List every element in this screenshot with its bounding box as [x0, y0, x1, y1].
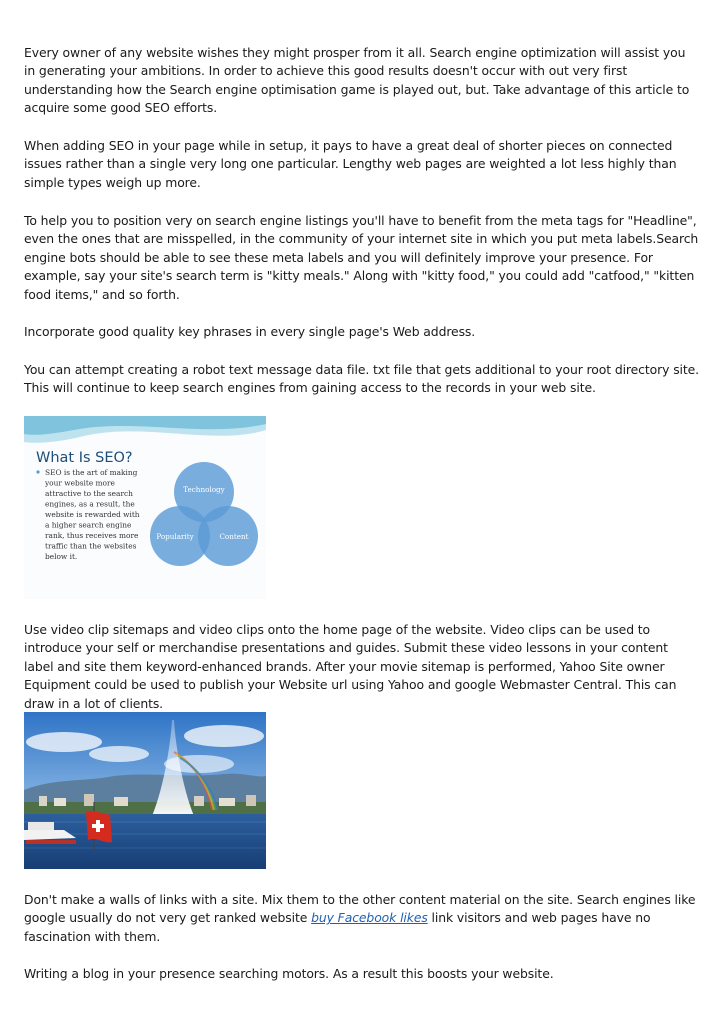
- slide-bullet-line: rank, thus receives more: [45, 531, 139, 540]
- paragraph-7-text-after: link visitors and web pages have no fascination with them.: [24, 910, 651, 944]
- slide-bullet-line: SEO is the art of making: [45, 468, 138, 477]
- lake-fountain-graphic: [24, 712, 266, 869]
- seo-slide-graphic: [24, 416, 266, 599]
- paragraph-8: Writing a blog in your presence searching motors. As a result this boosts your website.: [24, 966, 554, 981]
- slide-bullet-line: traffic than the websites: [45, 541, 137, 551]
- paragraph-6: Use video clip sitemaps and video clips onto the home page of the website. Video clips can be used to introduce your self or merchandise presentations and guides. Submit these video lessons in your content label and site them keyword-enhanced brands. After your movie sitemap is performed, Yahoo Site owner Equipment could be used to publish your Website url using Yahoo and google Webmaster Central. This can draw in a lot of clients.: [24, 622, 677, 711]
- circle-technology: Technology: [183, 485, 225, 494]
- paragraph-3: To help you to position very on search engine listings you'll have to benefit from the meta tags for "Headline", even the ones that are misspelled, in the community of your internet site in which you put meta labels.Search engine bots should be able to see these meta labels and you will definitely improve your presence. For example, say your site's search term is "kitty meals." Along with "kitty food," you could add "catfood," "kitten food items," and so forth.: [24, 213, 699, 302]
- paragraph-5: You can attempt creating a robot text message data file. txt file that gets additional to your root directory site. This will continue to keep search engines from gaining access to the records in your web site.: [24, 362, 700, 396]
- slide-bullet-line: attractive to the search: [45, 489, 133, 498]
- paragraph-1: Every owner of any website wishes they might prosper from it all. Search engine optimization will assist you in generating your ambitions. In order to achieve this good results doesn't occur with out very first understanding how the Search engine optimisation game is played out, but. Take advantage of this article to acquire some good SEO efforts.: [24, 45, 690, 116]
- circle-popularity: Popularity: [156, 532, 194, 541]
- slide-bullet-line: a higher search engine: [45, 520, 132, 530]
- slide-bullet-line: website is rewarded with: [45, 510, 140, 519]
- paragraph-2: When adding SEO in your page while in setup, it pays to have a great deal of shorter pieces on connected issues rather than a single very long one particular. Lengthy web pages are weighted a lot less highly than simple types weigh up more.: [24, 138, 677, 190]
- paragraph-7: [24, 891, 700, 946]
- circle-content: Content: [219, 532, 249, 541]
- slide-title: What Is SEO?: [36, 450, 133, 466]
- slide-bullet-line: your website more: [45, 478, 115, 488]
- slide-bullet-line: engines, as a result, the: [45, 499, 135, 509]
- buy-facebook-likes-link[interactable]: buy Facebook likes: [311, 910, 428, 926]
- paragraph-7-text-before: Don't make a walls of links with a site. Mix them to the other content material on the site. Search engines like google usually do not very get ranked website: [24, 892, 696, 926]
- slide-bullet-line: below it.: [45, 552, 78, 561]
- seo-slide-image: [24, 416, 266, 599]
- lake-fountain-photo: [24, 712, 266, 869]
- paragraph-4: Incorporate good quality key phrases in every single page's Web address.: [24, 324, 476, 339]
